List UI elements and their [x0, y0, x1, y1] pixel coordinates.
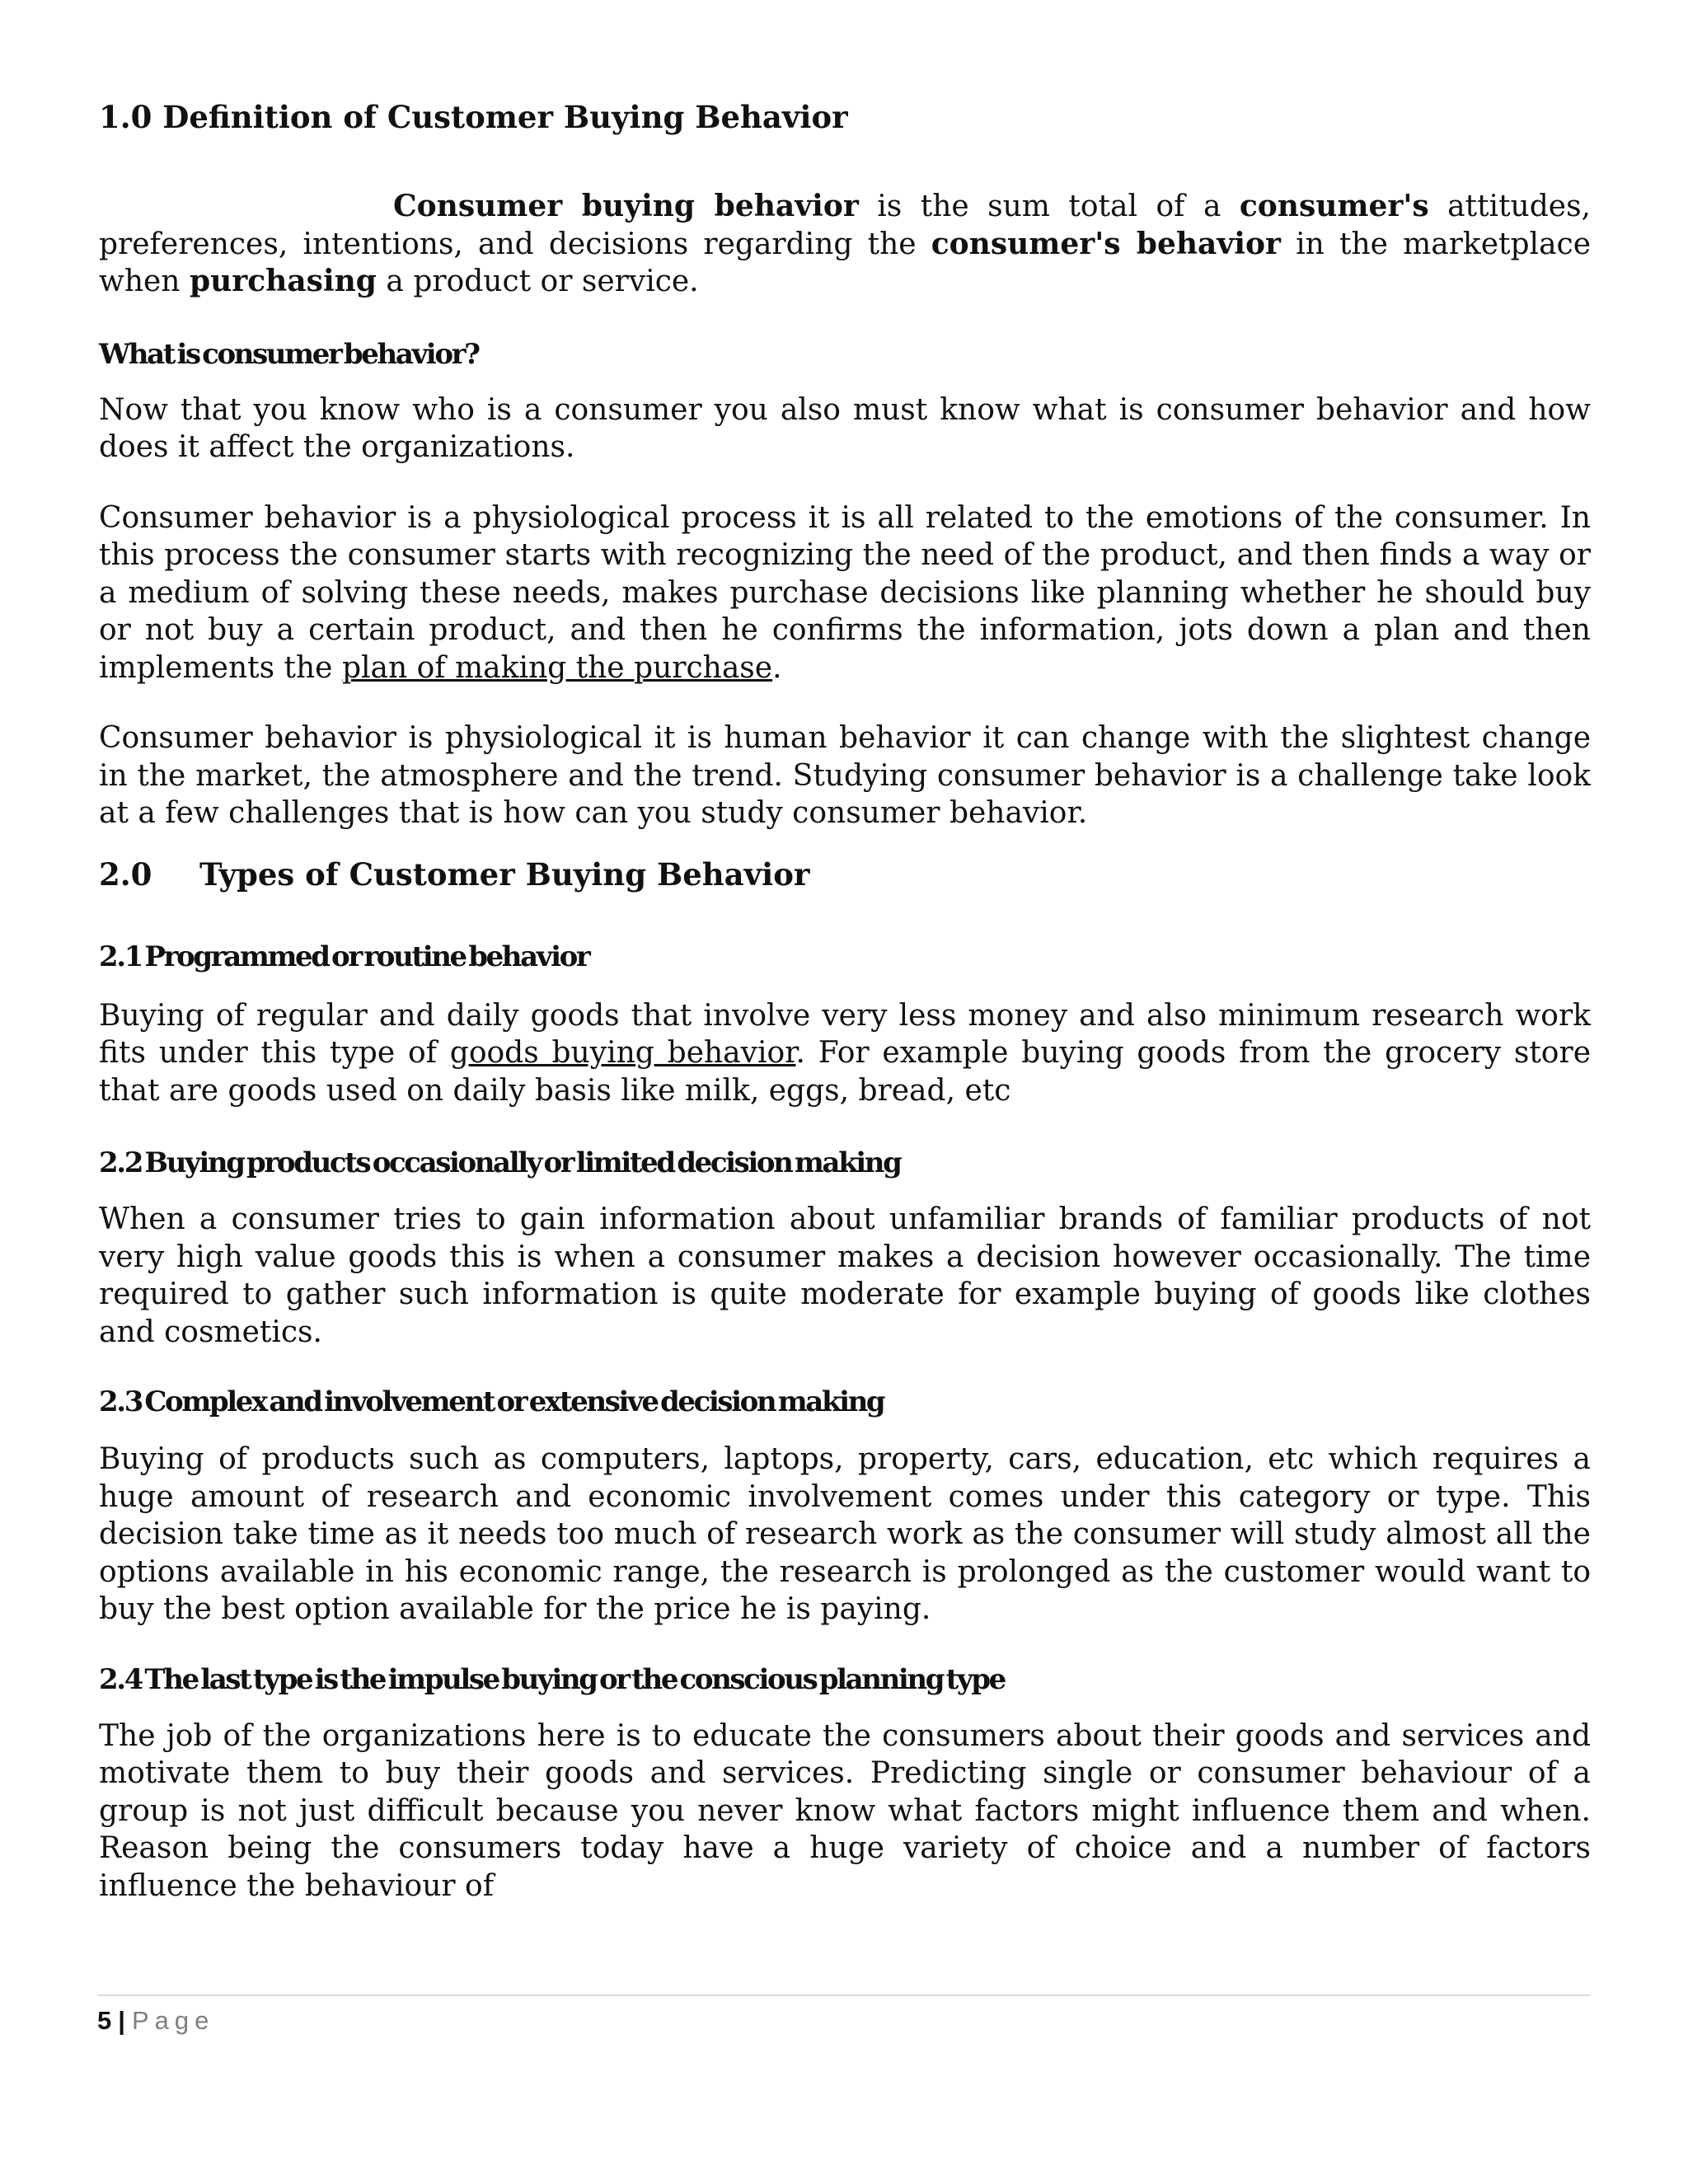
section-2-2-paragraph: When a consumer tries to gain information about unfamiliar brands of familiar products of not very high value goods this is when a consumer makes a decision however occasionally. The time required to gather such information is quite moderate for example buying of goods like clothes and cosmetics. — [99, 1202, 1591, 1349]
section-2-1-paragraph: Buying of regular and daily goods that involve very less money and also minimum research work fits under this type of goods buying behavior. For example buying goods from the grocery store that are goods used on daily basis like milk, eggs, bread, etc — [99, 998, 1591, 1108]
section-2-3-heading: 2.3 Complex and involvement or extensive decision making — [99, 1385, 884, 1418]
section-2-4-paragraph: The job of the organizations here is to educate the consumers about their goods and services and motivate them to buy their goods and services. Predicting single or consumer behaviour of a group is not just difficult because you never know what factors might influence them and when. Reason being the consumers today have a huge variety of choice and a number of factors influence the behaviour of — [99, 1718, 1591, 1903]
section-2-2-heading: 2.2 Buying products occasionally or limited decision making — [99, 1146, 901, 1179]
footer-separator: | — [118, 2006, 125, 2035]
definition-paragraph: Consumer buying behavior is the sum total of a consumer's attitudes, preferences, intentions, and decisions regarding the consumer's behavior in the marketplace when purchasing a product or service. — [99, 189, 1592, 298]
section-2-1-heading: 2.1 Programmed or routine behavior — [99, 940, 589, 973]
section-2-heading: 2.0 Types of Customer Buying Behavior — [99, 855, 810, 893]
intro-paragraph: Now that you know who is a consumer you also must know what is consumer behavior and how does it affect the organizations. — [99, 392, 1591, 464]
page-number: 5 — [97, 2006, 112, 2035]
section-1-heading: 1.0 Definition of Customer Buying Behavior — [99, 99, 848, 135]
section-2-number: 2.0 — [99, 855, 152, 893]
term-consumer-buying-behavior: Consumer buying behavior — [393, 189, 859, 223]
section-2-3-paragraph: Buying of products such as computers, laptops, property, cars, education, etc which requires a huge amount of research and economic involvement comes under this category or type. This decision take time as it needs too much of research work as the consumer will study almost all the options available in his economic range, the research is prolonged as the customer would want to buy the best option available for the price he is paying. — [99, 1442, 1591, 1626]
section-2-4-heading: 2.4 The last type is the impulse buying or the conscious planning type — [99, 1662, 1005, 1696]
document-page — [99, 97, 1591, 1905]
physiological-paragraph: Consumer behavior is physiological it is human behavior it can change with the slightest change in the market, the atmosphere and the trend. Studying consumer behavior is a challenge take look at a few challenges that is how can you study consumer behavior. — [99, 721, 1591, 830]
process-paragraph: Consumer behavior is a physiological process it is all related to the emotions of the consumer. In this process the consumer starts with recognizing the need of the product, and then finds a way or a medium of solving these needs, makes purchase decisions like planning whether he should buy or not buy a certain product, and then he confirms the information, jots down a plan and then implements the plan of making the purchase. — [99, 500, 1591, 685]
goods-buying-behavior-link[interactable]: goods buying behavior — [449, 1036, 796, 1070]
plan-of-making-the-purchase-link[interactable]: plan of making the purchase — [341, 650, 773, 685]
page-footer — [97, 1994, 1591, 2037]
page-label: Page — [131, 2006, 215, 2035]
what-is-consumer-behavior-heading: What is consumer behavior? — [99, 337, 479, 371]
